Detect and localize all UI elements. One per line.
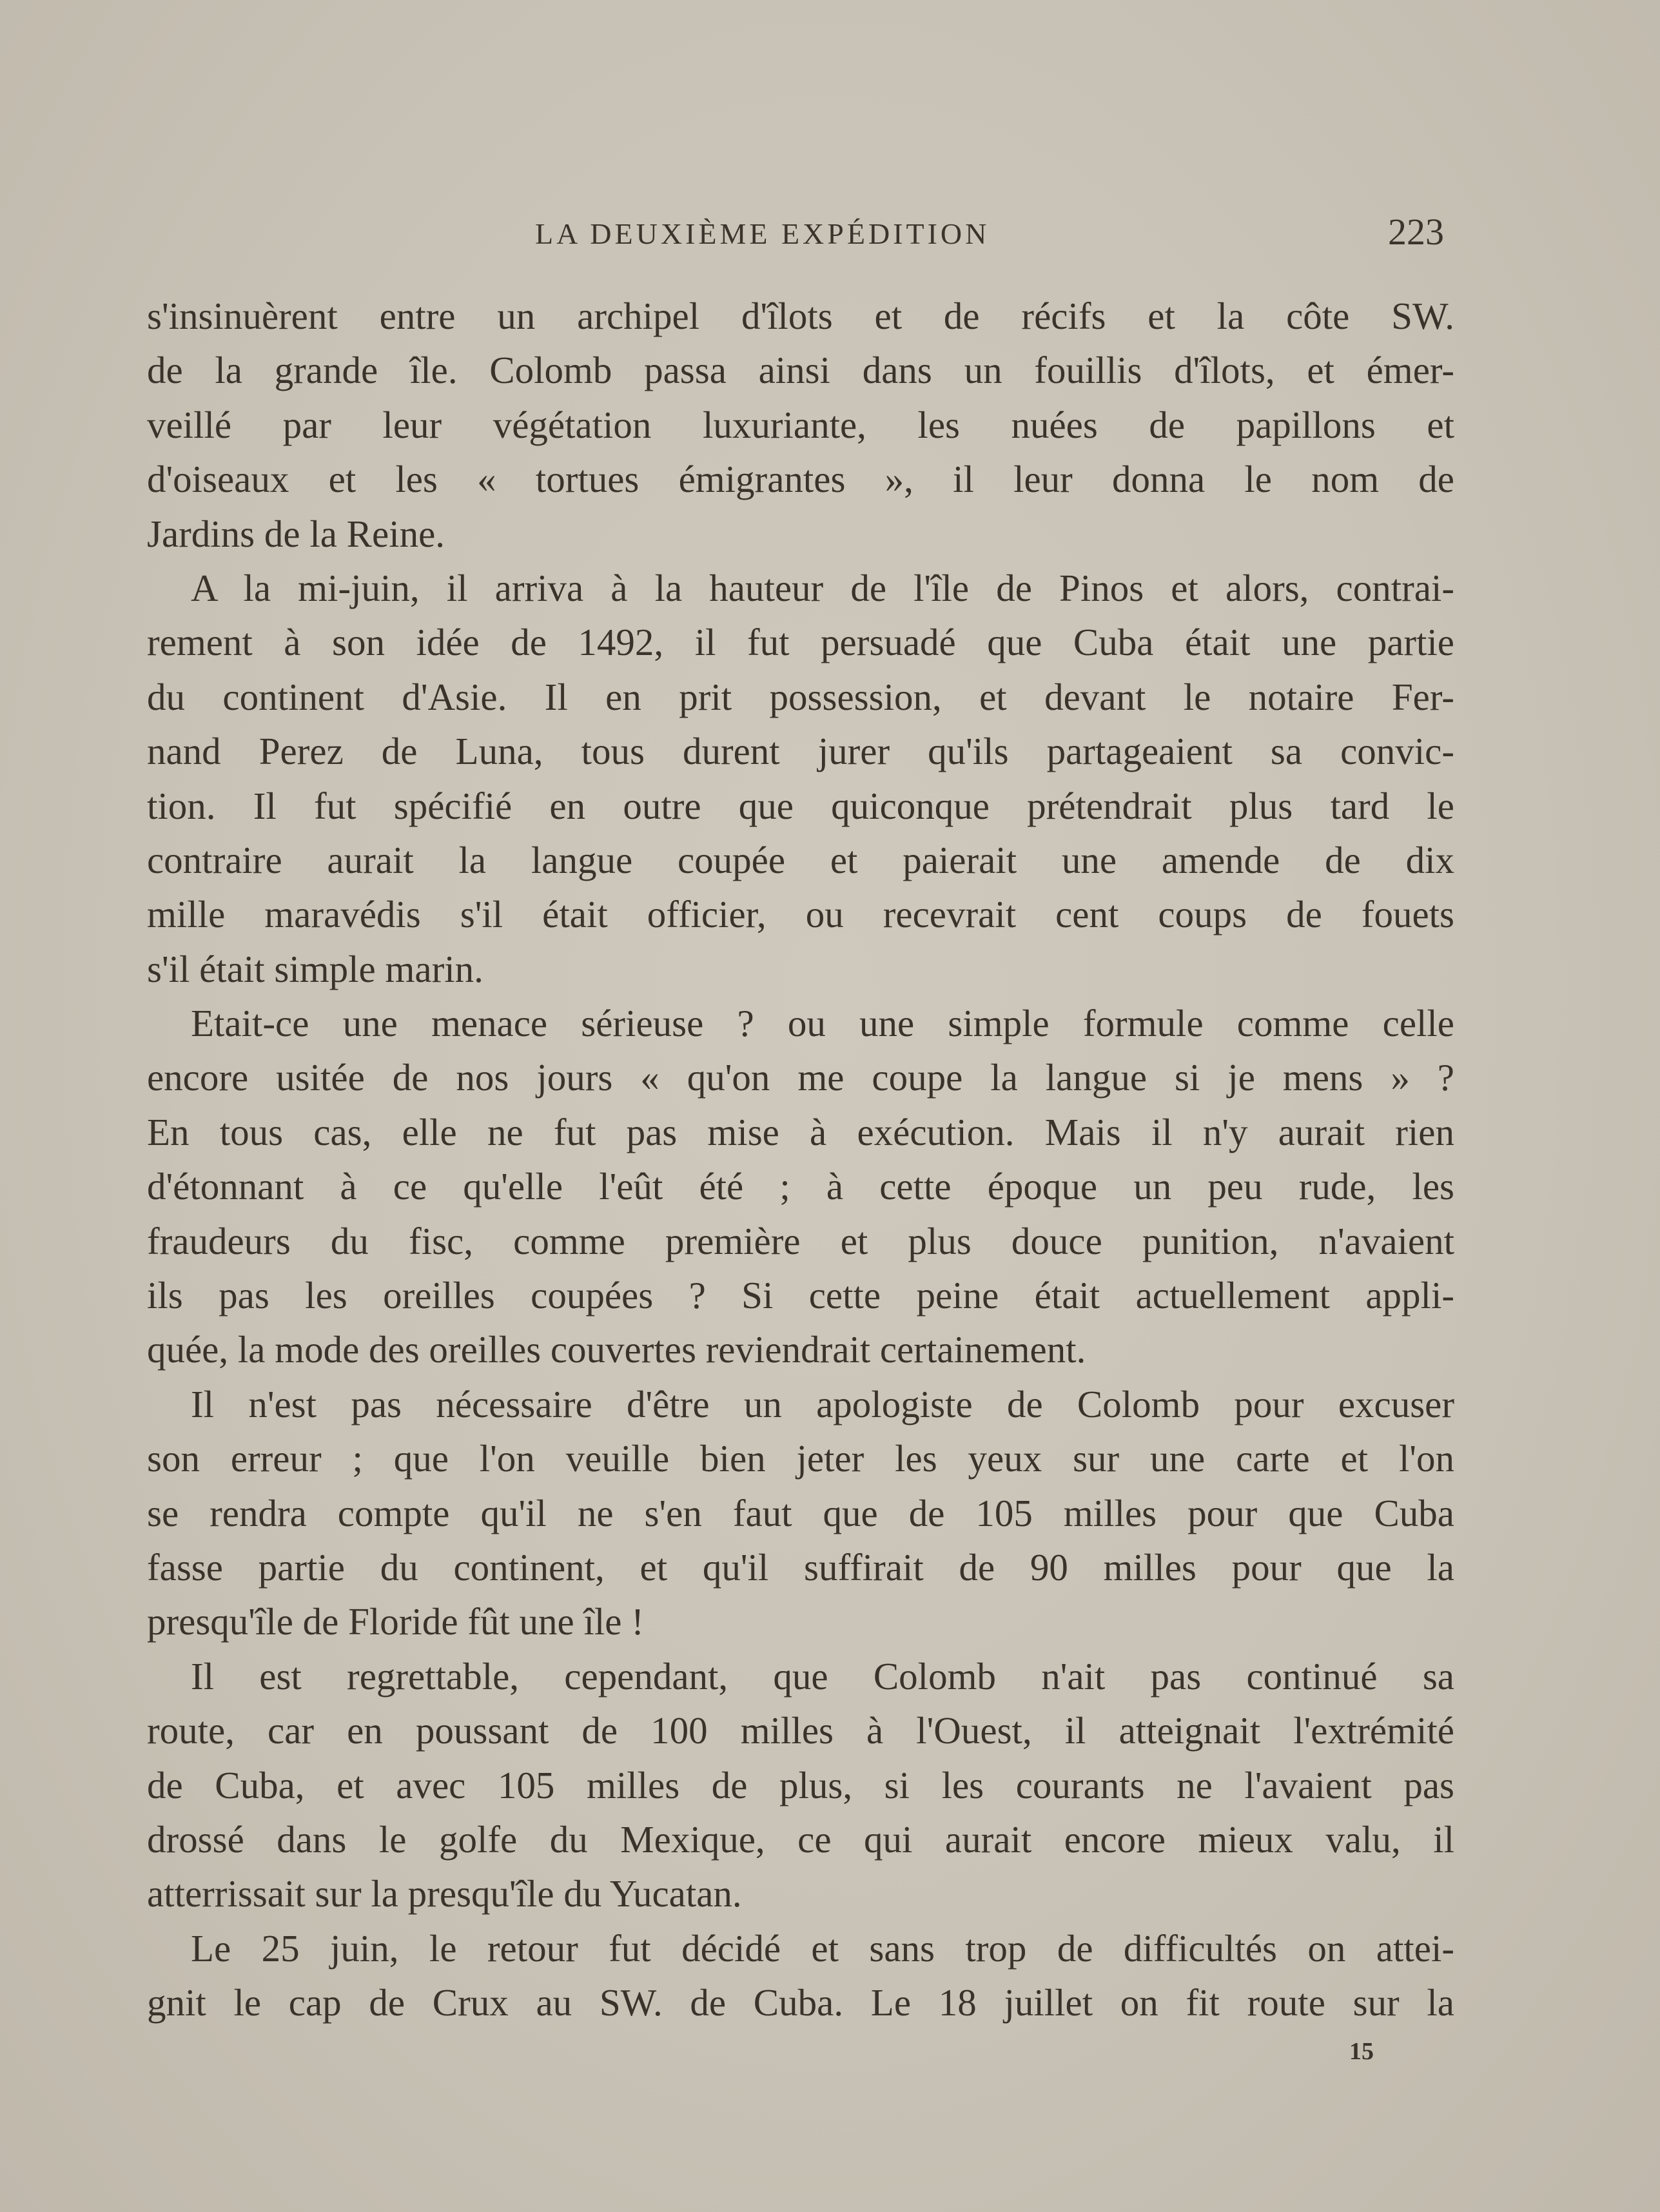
text-line: de Cuba, et avec 105 milles de plus, si les courants ne l'avaient pas [147,1763,1454,1806]
text-line: Jardins de la Reine. [147,512,445,555]
text-line: Etait-ce une menace sérieuse ? ou une simple formule comme celle [191,1002,1454,1045]
running-head [148,206,1457,264]
text-line: gnit le cap de Crux au SW. de Cuba. Le 18 juillet on fit route sur la [147,1981,1454,2024]
text-line: du continent d'Asie. Il en prit possession, et devant le notaire Fer- [147,675,1454,718]
signature-mark: 15 [1349,2038,1374,2065]
text-line: rement à son idée de 1492, il fut persuadé que Cuba était une partie [147,621,1454,664]
text-line: nand Perez de Luna, tous durent jurer qu'ils partageaient sa convic- [147,730,1454,773]
text-line: se rendra compte qu'il ne s'en faut que de 105 milles pour que Cuba [147,1491,1454,1534]
text-line: d'étonnant à ce qu'elle l'eût été ; à cette époque un peu rude, les [147,1165,1454,1208]
page-number: 223 [1388,211,1444,253]
text-line: quée, la mode des oreilles couvertes reviendrait certainement. [147,1328,1086,1371]
text-line: En tous cas, elle ne fut pas mise à exécution. Mais il n'y aurait rien [147,1110,1454,1153]
text-line: route, car en poussant de 100 milles à l'Ouest, il atteignait l'extrémité [147,1709,1454,1752]
text-line: presqu'île de Floride fût une île ! [147,1600,644,1643]
text-line: Il n'est pas nécessaire d'être un apologiste de Colomb pour excuser [191,1382,1454,1425]
text-line: s'insinuèrent entre un archipel d'îlots et de récifs et la côte SW. [147,295,1454,337]
text-line: s'il était simple marin. [147,947,483,990]
text-line: son erreur ; que l'on veuille bien jeter les yeux sur une carte et l'on [147,1437,1454,1480]
text-line: atterrissait sur la presqu'île du Yucatan. [147,1872,742,1915]
text-line: tion. Il fut spécifié en outre que quiconque prétendrait plus tard le [147,784,1454,827]
text-line: d'oiseaux et les « tortues émigrantes », il leur donna le nom de [147,458,1454,501]
text-line: veillé par leur végétation luxuriante, les nuées de papillons et [147,403,1454,446]
running-title: LA DEUXIÈME EXPÉDITION [535,217,990,250]
text-line: ils pas les oreilles coupées ? Si cette peine était actuellement appli- [147,1274,1454,1317]
text-line: drossé dans le golfe du Mexique, ce qui aurait encore mieux valu, il [147,1817,1454,1861]
text-line: de la grande île. Colomb passa ainsi dans un fouillis d'îlots, et émer- [147,349,1454,392]
text-line: fasse partie du continent, et qu'il suffirait de 90 milles pour que la [147,1545,1454,1589]
text-line: A la mi-juin, il arriva à la hauteur de l'île de Pinos et alors, contrai- [191,566,1454,609]
text-line: Il est regrettable, cependant, que Colomb n'ait pas continué sa [191,1654,1454,1698]
text-line: mille maravédis s'il était officier, ou recevrait cent coups de fouets [147,893,1454,936]
body-text [147,289,1454,2030]
text-line: fraudeurs du fisc, comme première et plus douce punition, n'avaient [147,1219,1454,1262]
text-line: encore usitée de nos jours « qu'on me coupe la langue si je mens » ? [147,1056,1454,1099]
text-line: Le 25 juin, le retour fut décidé et sans trop de difficultés on attei- [191,1926,1454,1970]
text-line: contraire aurait la langue coupée et paierait une amende de dix [147,838,1454,881]
